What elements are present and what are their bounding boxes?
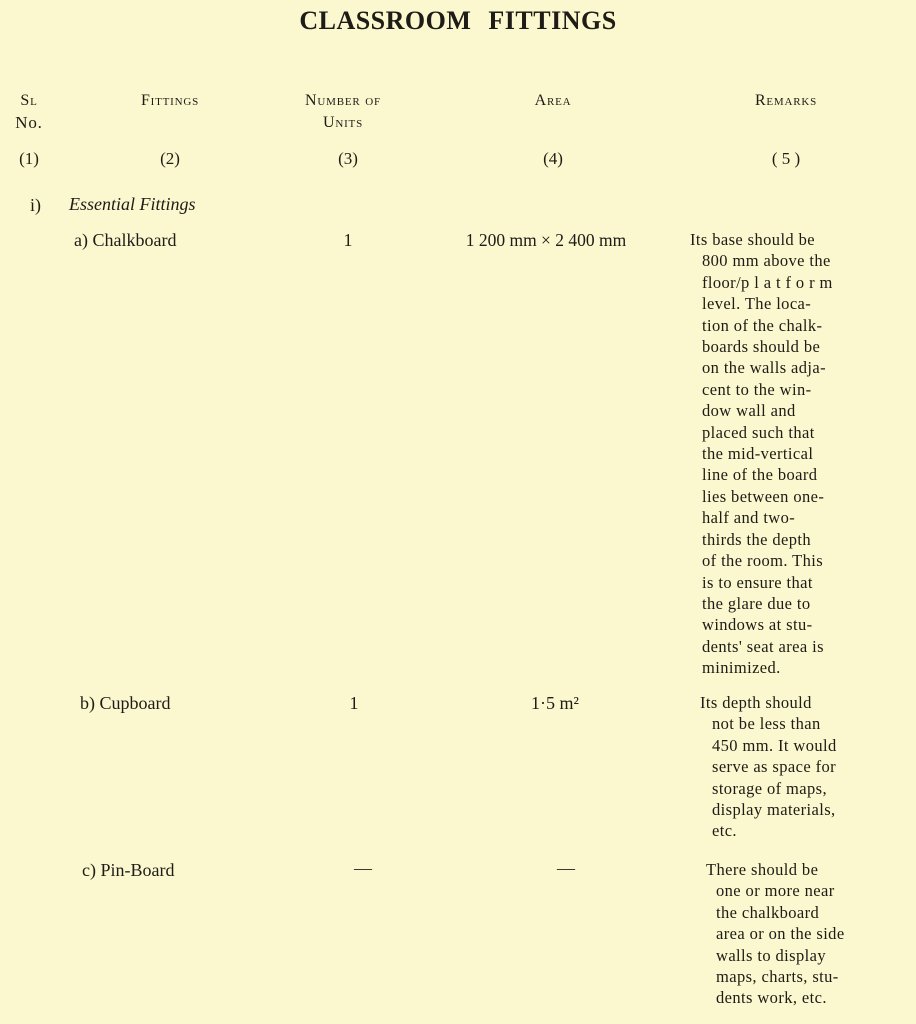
remark-line: boards should be <box>702 337 821 357</box>
remark-line: minimized. <box>702 658 781 678</box>
remark-line: etc. <box>712 821 737 841</box>
header-area: Area <box>534 92 572 109</box>
remark-line: dents' seat area is <box>702 636 824 656</box>
remark-line: lies between one- <box>702 486 825 506</box>
row-pinboard-units: — <box>354 858 372 878</box>
row-cupboard-remarks <box>700 692 890 842</box>
row-chalkboard-area: 1 200 mm × 2 400 mm <box>465 230 627 250</box>
remark-line: 450 mm. It would <box>712 735 837 755</box>
remark-line: area or on the side <box>716 924 845 944</box>
row-pinboard-area: — <box>557 858 575 878</box>
header-remarks: Remarks <box>754 92 818 109</box>
remark-line: There should be <box>706 860 819 879</box>
row-chalkboard-remarks <box>690 229 884 679</box>
remark-line: dow wall and <box>702 401 796 421</box>
remark-line: the glare due to <box>702 593 811 613</box>
remark-line: dents work, etc. <box>716 988 827 1008</box>
remark-line: not be less than <box>712 714 821 734</box>
header-sl-no-line1: Sl <box>20 92 38 109</box>
remark-line: Its depth should <box>700 693 812 712</box>
column-number-5: ( 5 ) <box>771 149 801 168</box>
remark-line: of the room. This <box>702 551 824 571</box>
header-sl-no <box>4 90 54 134</box>
header-number-of-units <box>262 90 424 134</box>
column-number-1: (1) <box>19 149 39 168</box>
remark-line: display materials, <box>712 800 836 820</box>
remark-line: line of the board <box>702 465 818 485</box>
row-chalkboard-item: a) Chalkboard <box>74 230 177 250</box>
remark-line: placed such that <box>702 422 815 442</box>
row-cupboard-units: 1 <box>349 693 359 713</box>
column-number-3: (3) <box>338 149 358 168</box>
remark-line: maps, charts, stu- <box>716 967 839 987</box>
header-sl-no-line2: No. <box>15 113 43 132</box>
remark-line: level. The loca- <box>702 294 812 314</box>
remark-line: storage of maps, <box>712 778 827 798</box>
remark-line: windows at stu- <box>702 615 813 635</box>
row-pinboard-item: c) Pin-Board <box>82 860 175 880</box>
column-number-2: (2) <box>160 149 180 168</box>
remark-line: half and two- <box>702 508 796 528</box>
remark-line: is to ensure that <box>702 572 813 592</box>
remark-line: the chalkboard <box>716 902 820 922</box>
remark-line: Its base should be <box>690 230 815 249</box>
remark-line: cent to the win- <box>702 379 812 399</box>
row-chalkboard-units: 1 <box>343 230 353 250</box>
header-fittings: Fittings <box>140 92 200 109</box>
section-label: Essential Fittings <box>69 194 196 214</box>
section-number: i) <box>30 195 41 215</box>
remark-line: on the walls adja- <box>702 358 827 378</box>
remark-line: floor/p l a t f o r m <box>702 272 833 292</box>
row-pinboard-remarks <box>706 859 896 1009</box>
page-title: CLASSROOM FITTINGS <box>299 6 617 35</box>
header-number-line2: Units <box>323 114 363 131</box>
column-number-4: (4) <box>543 149 563 168</box>
remark-line: tion of the chalk- <box>702 315 823 335</box>
remark-line: thirds the depth <box>702 529 812 549</box>
remark-line: one or more near <box>716 881 835 901</box>
row-cupboard-item: b) Cupboard <box>80 693 171 713</box>
remark-line: the mid-vertical <box>702 444 814 464</box>
row-cupboard-area: 1·5 m² <box>531 693 579 713</box>
header-number-line1: Number of <box>305 92 381 109</box>
remark-line: walls to display <box>716 945 826 965</box>
remark-line: 800 mm above the <box>702 251 831 271</box>
remark-line: serve as space for <box>712 757 837 777</box>
